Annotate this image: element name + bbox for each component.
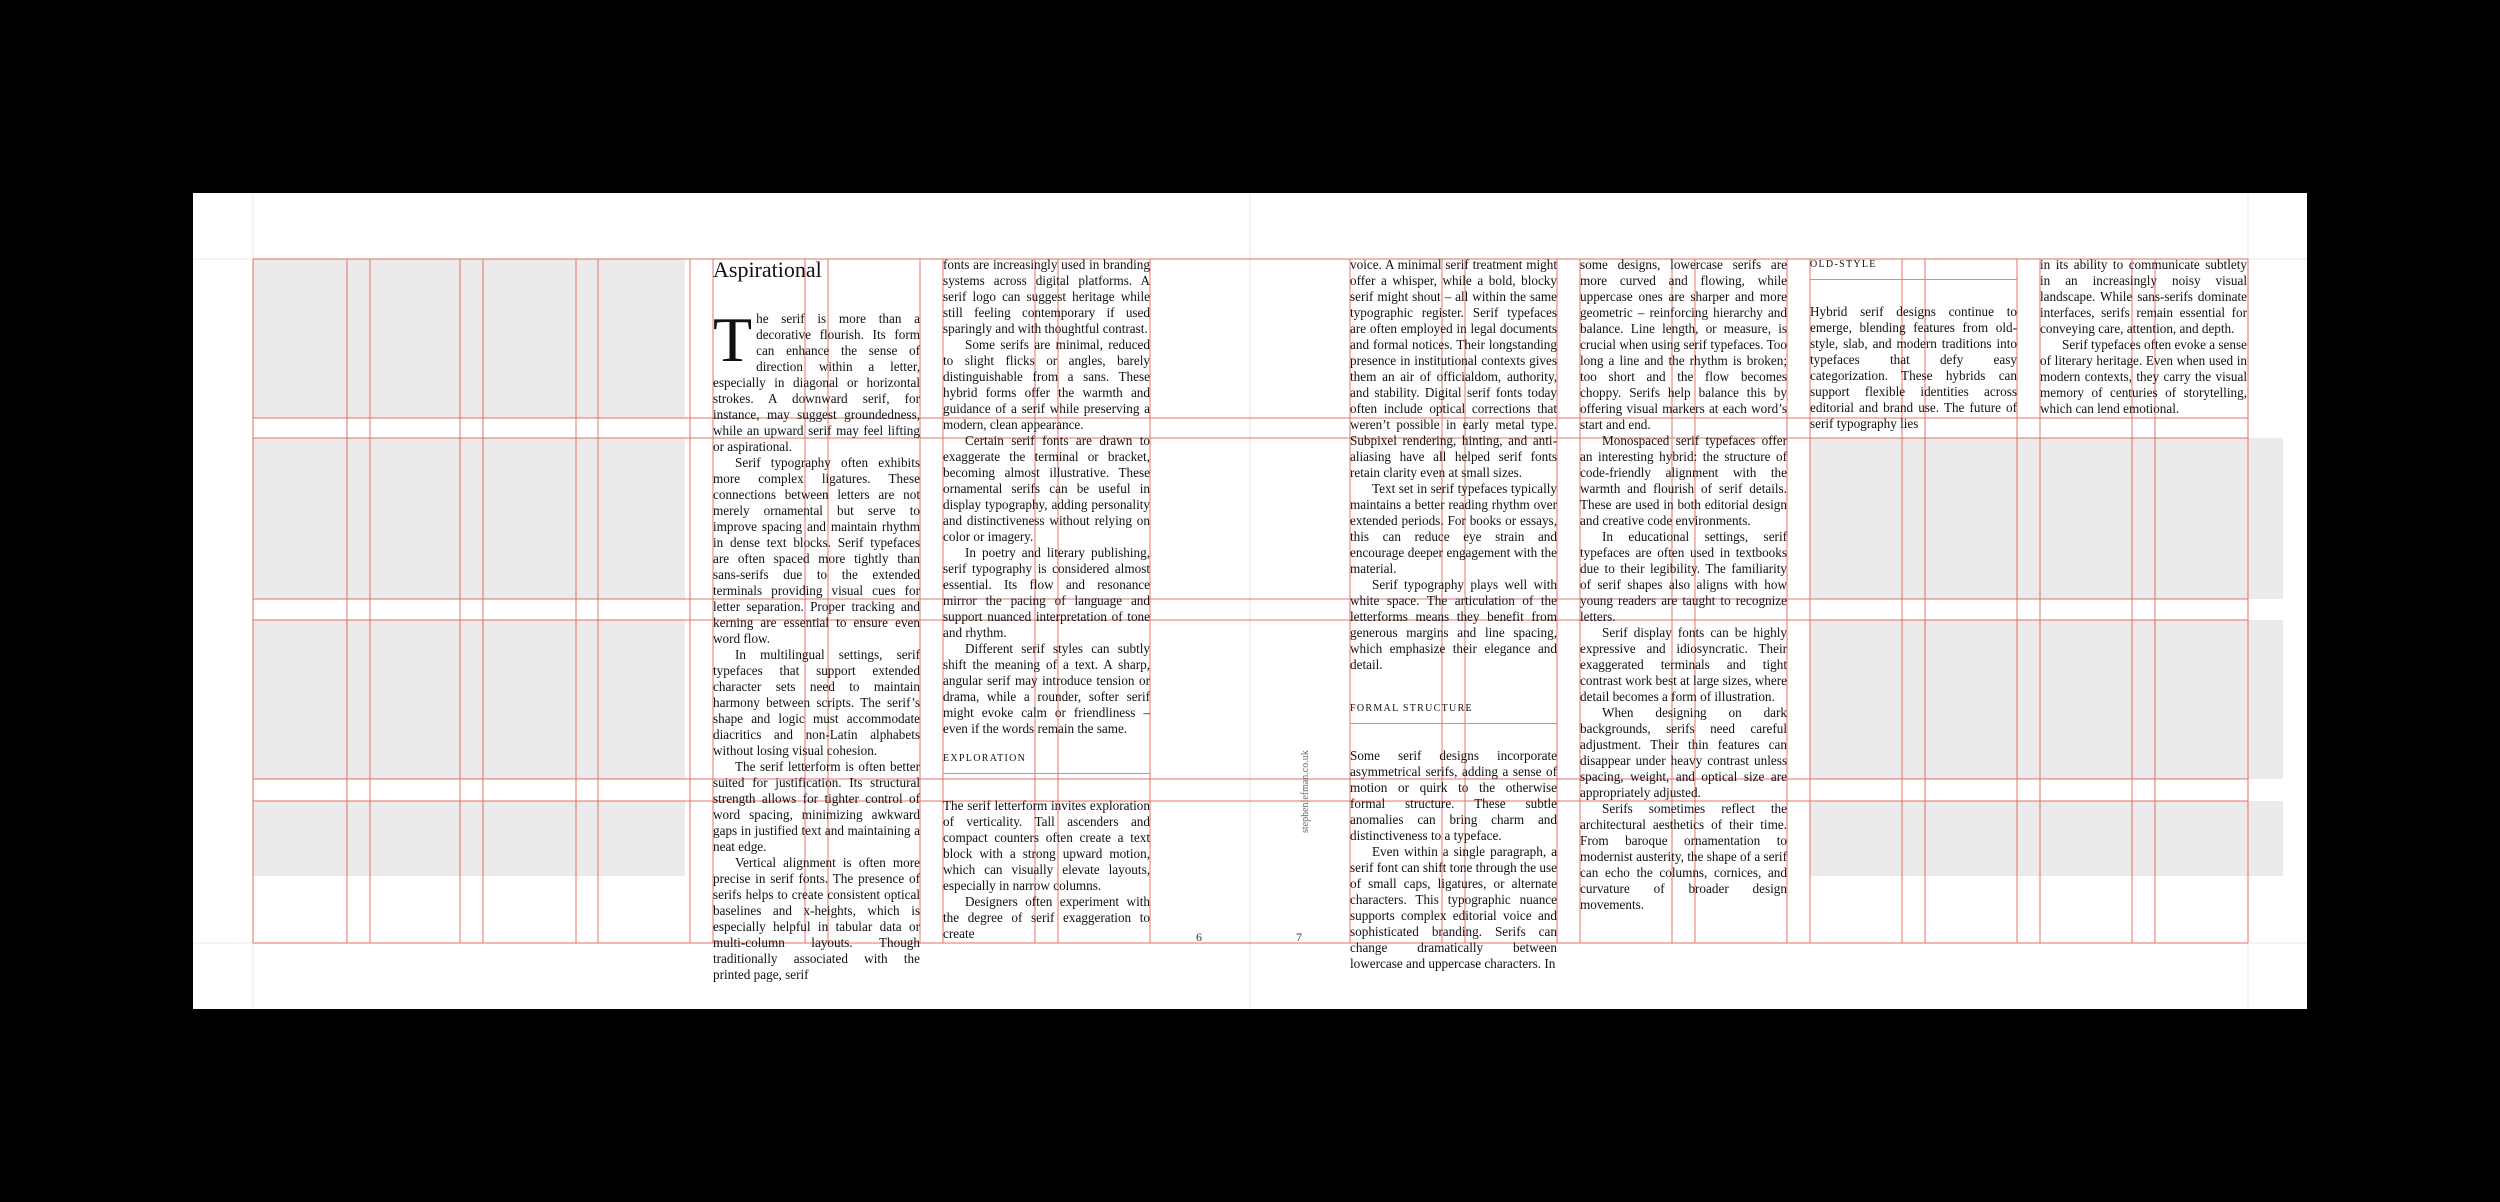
body-paragraph: Text set in serif typefaces typically maintains a better reading rhythm over extended periods. For books or essays, this can reduce eye strain and encourage deeper engagement with the material. (1350, 481, 1557, 576)
body-paragraph: voice. A minimal serif treatment might offer a whisper, while a bold, blocky serif might shout – all within the same typographic register. Serif typefaces are often employed in legal documents and formal notices. Their longstanding presence in institutional contexts gives them an air of officialdom, authority, and stability. Digital serif fonts today often include optical corrections that weren’t possible in early metal type. Subpixel rendering, hinting, and anti-aliasing have all helped serif fonts retain clarity even at small sizes. (1350, 257, 1557, 480)
right-page-column-4 (2040, 257, 2247, 419)
body-paragraph: some designs, lowercase serifs are more curved and flowing, while uppercase ones are sharper and more geometric – reinforcing hierarchy and balance. Line length, or measure, is crucial when using serif typefaces. Too long a line and the rhythm is broken; too short and the flow becomes choppy. Serifs help balance this by offering visual markers at each word’s start and end. (1580, 257, 1787, 432)
left-page-column-1 (713, 257, 920, 982)
body-paragraph: Serif typography plays well with white space. The articulation of the letterforms means they benefit from generous margins and line spacing, which emphasize their elegance and detail. (1350, 577, 1557, 672)
body-paragraph: The serif letterform is often better suited for justification. Its structural strength allows for tighter control of word spacing, minimizing awkward gaps in justified text and maintaining a neat edge. (713, 759, 920, 854)
page-number-left: 6 (1196, 930, 1202, 944)
book-spread (193, 193, 2307, 1009)
article-title: Aspirational (713, 257, 822, 282)
right-page-column-1 (1350, 257, 1557, 971)
body-paragraph: Some serifs are minimal, reduced to slight flicks or angles, barely distinguishable from a sans. These hybrid forms offer the warmth and guidance of a serif while preserving a modern, clean appearance. (943, 337, 1150, 432)
drop-cap: T (713, 304, 753, 375)
side-url: stephenlefman.co.uk (1300, 750, 1311, 833)
right-page-column-2 (1580, 257, 1787, 943)
body-paragraph: Designers often experiment with the degree of serif exaggeration to create (943, 894, 1150, 941)
section-subhead: FORMAL STRUCTURE (1350, 701, 1557, 724)
body-paragraph: Serif typography often exhibits more complex ligatures. These connections between letters are not merely ornamental but serve to improve spacing and maintain rhythm in dense text blocks. Serif typefaces are often spaced more tightly than sans-serifs due to the extended terminals providing visual cues for letter separation. Proper tracking and kerning are essential to ensure even word flow. (713, 455, 920, 646)
body-paragraph: Serif typefaces often evoke a sense of literary heritage. Even when used in modern contexts, they carry the visual memory of centuries of storytelling, which can lend emotional. (2040, 337, 2247, 416)
body-paragraph: Serif display fonts can be highly expressive and idiosyncratic. Their exaggerated terminals and tight contrast work best at large sizes, where detail becomes a form of illustration. (1580, 625, 1787, 704)
body-paragraph: Monospaced serif typefaces offer an interesting hybrid: the structure of code-friendly alignment with the warmth and flourish of serif details. These are used in both editorial design and creative code environments. (1580, 433, 1787, 528)
body-paragraph: When designing on dark backgrounds, serifs need careful adjustment. Their thin features can disappear under heavy contrast unless spacing, weight, and optical size are appropriately adjusted. (1580, 705, 1787, 800)
body-paragraph: Vertical alignment is often more precise in serif fonts. The presence of serifs helps to create consistent optical baselines and x-heights, which is especially helpful in tabular data or multi-column layouts. Though traditionally associated with the printed page, serif (713, 855, 920, 982)
body-paragraph: Certain serif fonts are drawn to exaggerate the terminal or bracket, becoming almost illustrative. These ornamental serifs can be useful in display typography, adding personality and distinctiveness without relying on color or imagery. (943, 433, 1150, 544)
body-paragraph: In poetry and literary publishing, serif typography is considered almost essential. Its flow and resonance mirror the pacing of language and support nuanced interpretation of tone and rhythm. (943, 545, 1150, 640)
opening-paragraph: The serif is more than a decorative flourish. Its form can enhance the sense of direction within a letter, especially in diagonal or horizontal strokes. A downward serif, for instance, may suggest groundedness, while an upward serif may feel lifting or aspirational. (713, 304, 920, 454)
body-paragraph: In multilingual settings, serif typefaces that support extended character sets need to maintain harmony between scripts. The serif’s shape and logic must accommodate diacritics and non-Latin alphabets without losing visual cohesion. (713, 647, 920, 758)
right-page-column-3 (1810, 257, 2017, 431)
section-subhead: EXPLORATION (943, 751, 1150, 774)
body-paragraph: The serif letterform invites exploration of verticality. Tall ascenders and compact counters often create a text block with a strong upward motion, which can visually elevate layouts, especially in narrow columns. (943, 798, 1150, 893)
body-paragraph: in its ability to communicate subtlety in an increasingly noisy visual landscape. While sans-serifs dominate interfaces, serifs remain essential for conveying care, attention, and depth. (2040, 257, 2247, 336)
body-paragraph: Different serif styles can subtly shift the meaning of a text. A sharp, angular serif may introduce tension or drama, while a rounder, softer serif might evoke calm or friendliness – even if the words remain the same. (943, 641, 1150, 736)
section-subhead: OLD-STYLE (1810, 257, 2017, 280)
body-paragraph: Serifs sometimes reflect the architectural aesthetics of their time. From baroque ornamentation to modernist austerity, the shape of a serif can echo the columns, cornices, and curvature of broader design movements. (1580, 801, 1787, 912)
body-paragraph: Even within a single paragraph, a serif font can shift tone through the use of small caps, ligatures, or alternate characters. This typographic nuance supports complex editorial voice and sophisticated branding. Serifs can change dramatically between lowercase and uppercase characters. In (1350, 844, 1557, 971)
body-paragraph: fonts are increasingly used in branding systems across digital platforms. A serif logo can suggest heritage while still feeling contemporary if used sparingly and with thoughtful contrast. (943, 257, 1150, 336)
body-paragraph: In educational settings, serif typefaces are often used in textbooks due to their legibility. The familiarity of serif shapes also aligns with how young readers are taught to recognize letters. (1580, 529, 1787, 624)
body-paragraph: Hybrid serif designs continue to emerge, blending features from old-style, slab, and modern traditions into typefaces that defy easy categorization. These hybrids can support flexible identities across editorial and brand use. The future of serif typography lies (1810, 304, 2017, 431)
body-paragraph: Some serif designs incorporate asymmetrical serifs, adding a sense of motion or quirk to the otherwise formal structure. These subtle anomalies can bring charm and distinctiveness to a typeface. (1350, 748, 1557, 843)
left-page-column-2 (943, 257, 1150, 943)
page-number-right: 7 (1296, 930, 1302, 944)
